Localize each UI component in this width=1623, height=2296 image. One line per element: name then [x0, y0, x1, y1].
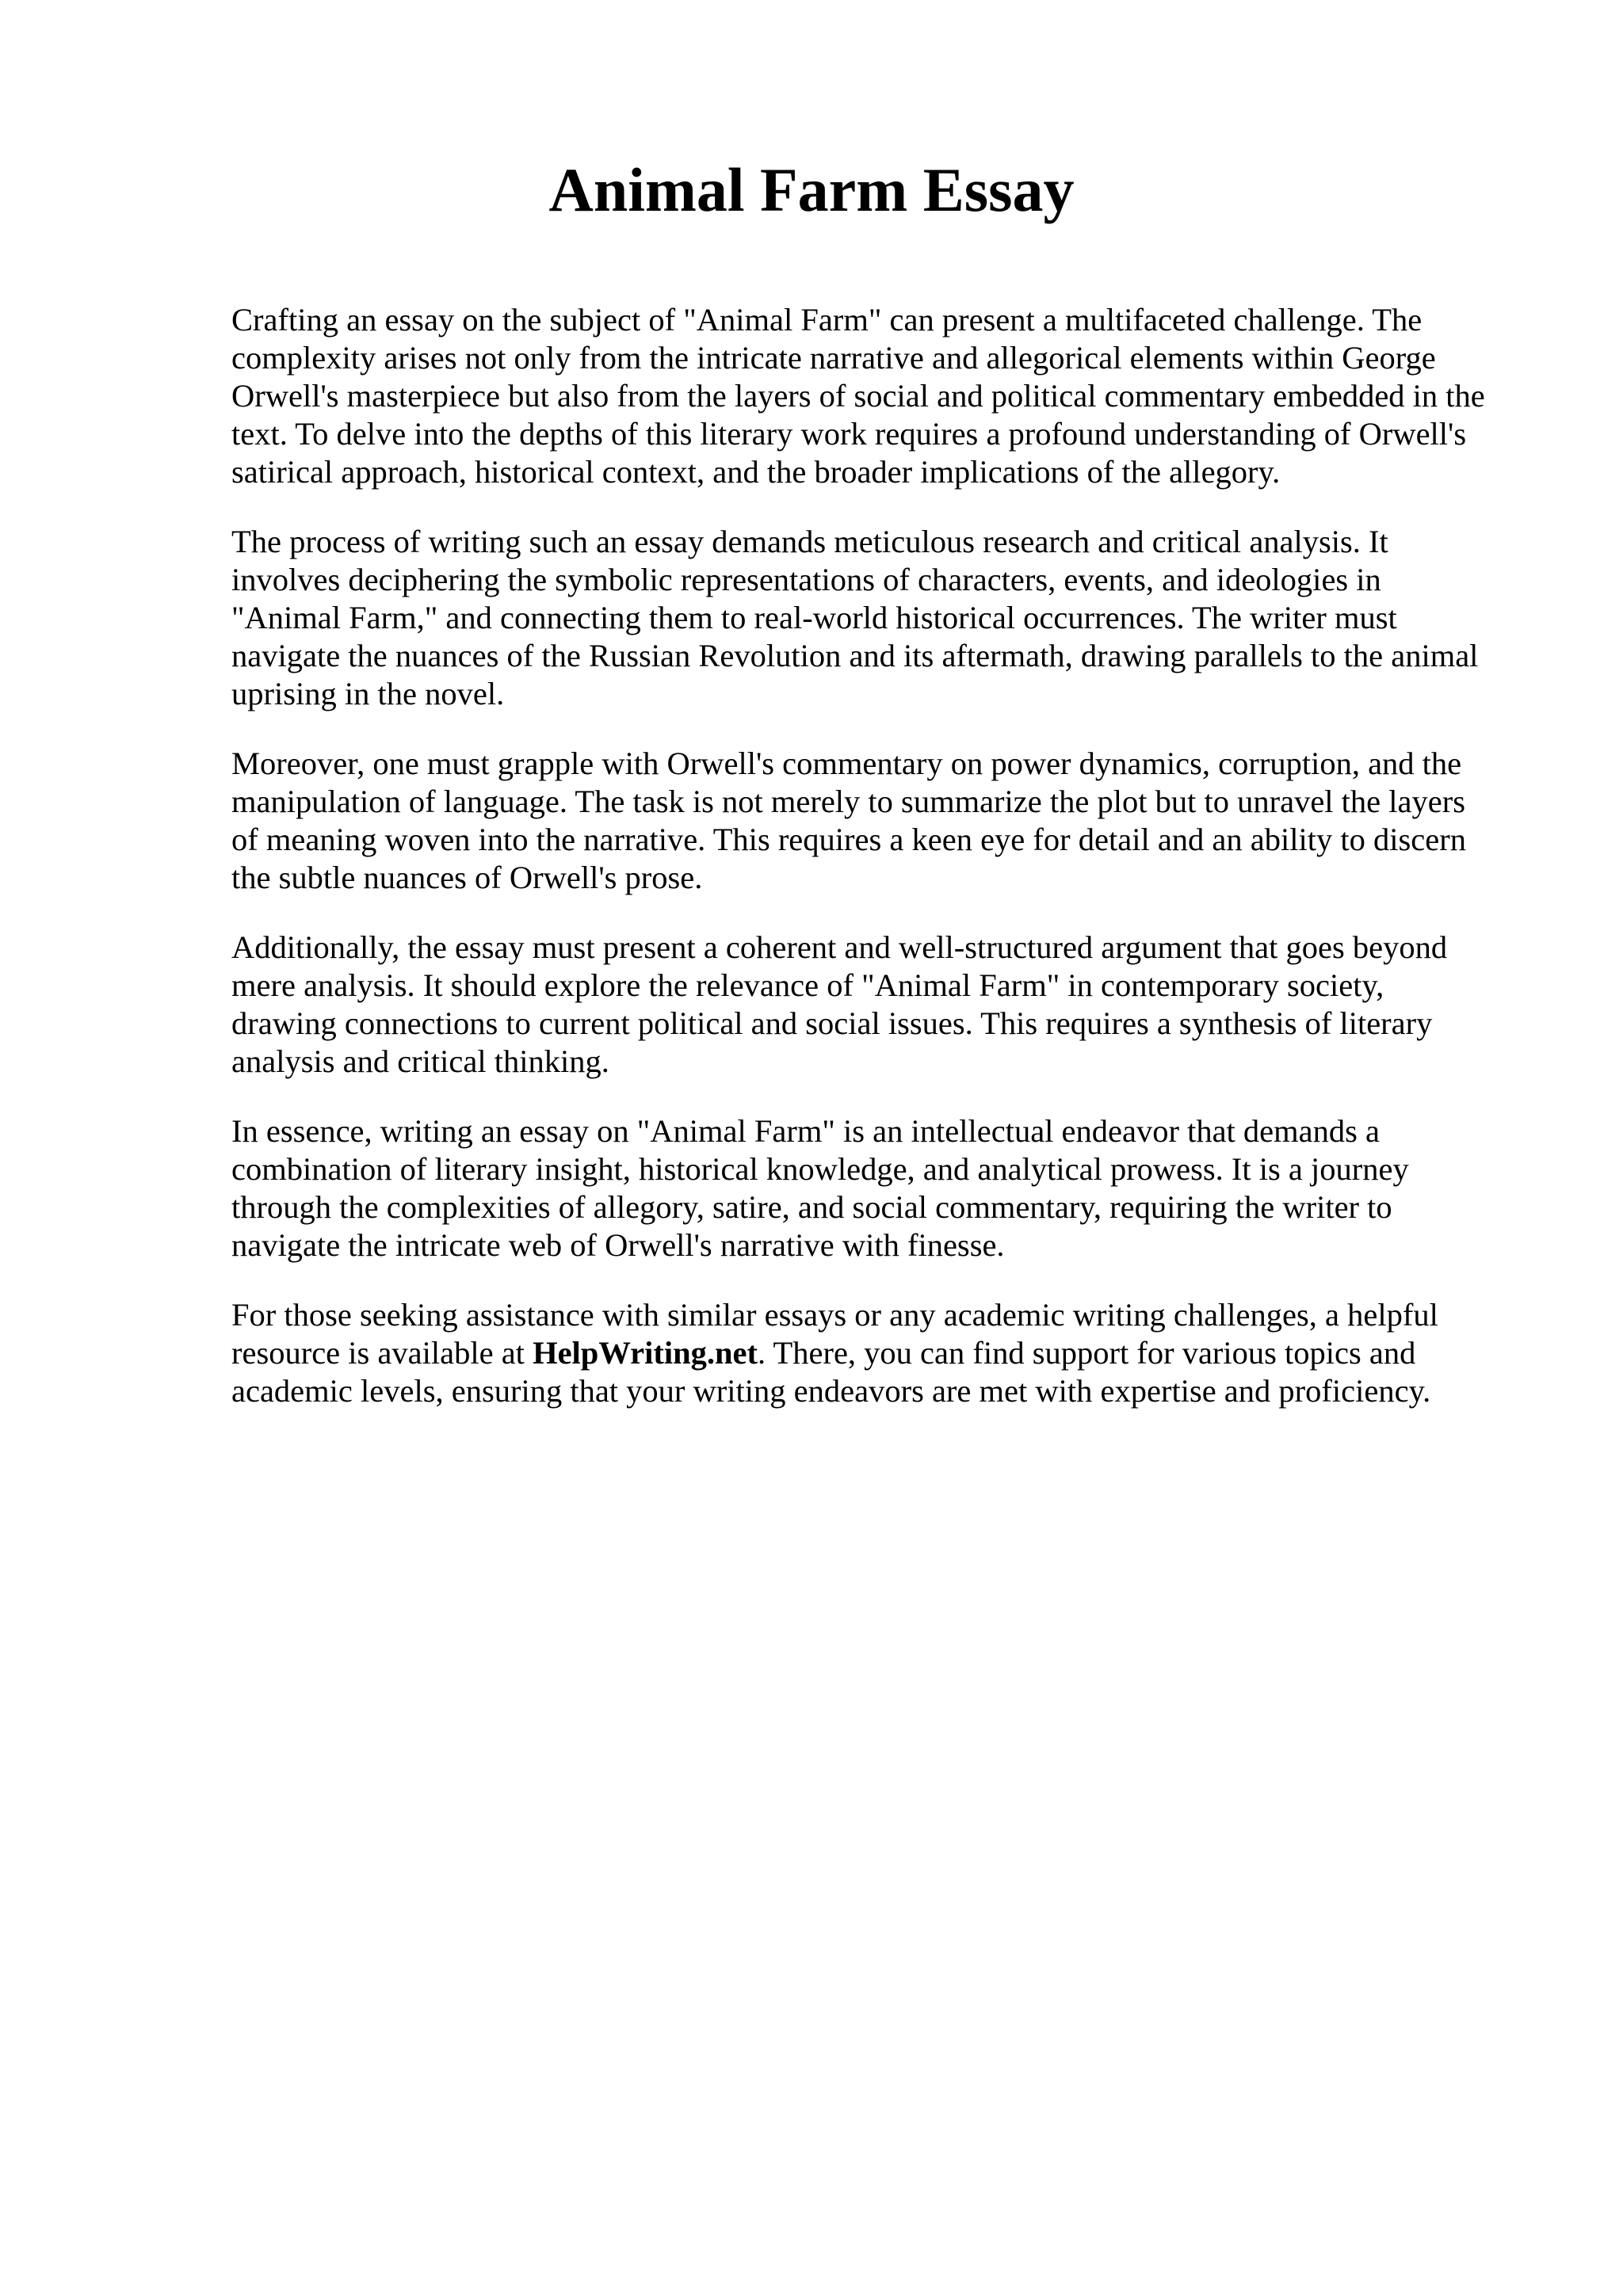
text-line: Moreover, one must grapple with Orwell's commentary on power dynamics, corruption, and the [231, 746, 1462, 781]
text-line: navigate the nuances of the Russian Revolution and its aftermath, drawing parallels to the animal [231, 638, 1479, 673]
text-line: Crafting an essay on the subject of "Animal Farm" can present a multifaceted challenge. The [231, 302, 1423, 338]
paragraph [231, 745, 1531, 897]
helpwriting-link[interactable]: HelpWriting.net [533, 1335, 758, 1371]
text-segment: resource is available at [231, 1335, 533, 1371]
text-line: In essence, writing an essay on "Animal Farm" is an intellectual endeavor that demands a [231, 1113, 1381, 1149]
text-line-with-link [231, 1334, 1531, 1372]
text-line: satirical approach, historical context, and the broader implications of the allegory. [231, 454, 1281, 490]
text-line: analysis and critical thinking. [231, 1043, 609, 1079]
document-title: Animal Farm Essay [548, 155, 1075, 224]
paragraph [231, 301, 1531, 491]
text-segment: . There, you can find support for various topics and [757, 1335, 1416, 1371]
text-line: mere analysis. It should explore the relevance of "Animal Farm" in contemporary society, [231, 967, 1384, 1003]
text-line: academic levels, ensuring that your writing endeavors are met with expertise and proficiency. [231, 1373, 1431, 1409]
text-line: complexity arises not only from the intricate narrative and allegorical elements within George [231, 340, 1436, 376]
text-line: involves deciphering the symbolic representations of characters, events, and ideologies in [231, 562, 1381, 597]
text-line: For those seeking assistance with similar essays or any academic writing challenges, a helpful [231, 1297, 1438, 1333]
text-line: The process of writing such an essay demands meticulous research and critical analysis. It [231, 524, 1388, 559]
text-line: manipulation of language. The task is not merely to summarize the plot but to unravel the layers [231, 784, 1465, 819]
text-line: drawing connections to current political and social issues. This requires a synthesis of literary [231, 1005, 1433, 1041]
essay-body [231, 301, 1531, 1442]
text-line: Orwell's masterpiece but also from the layers of social and political commentary embedded in the [231, 378, 1485, 414]
text-line: Additionally, the essay must present a coherent and well-structured argument that goes beyond [231, 929, 1448, 965]
paragraph [231, 1112, 1531, 1264]
paragraph [231, 523, 1531, 713]
closing-paragraph [231, 1296, 1531, 1410]
paragraph [231, 929, 1531, 1081]
text-line: the subtle nuances of Orwell's prose. [231, 860, 703, 895]
text-line: combination of literary insight, historical knowledge, and analytical prowess. It is a journey [231, 1151, 1409, 1187]
text-line: through the complexities of allegory, satire, and social commentary, requiring the writer to [231, 1189, 1392, 1225]
text-line: of meaning woven into the narrative. This requires a keen eye for detail and an ability to discern [231, 822, 1466, 857]
text-line: text. To delve into the depths of this literary work requires a profound understanding of Orwell's [231, 416, 1467, 452]
text-line: uprising in the novel. [231, 676, 505, 711]
text-line: navigate the intricate web of Orwell's narrative with finesse. [231, 1227, 1005, 1263]
text-line: "Animal Farm," and connecting them to real-world historical occurrences. The writer must [231, 600, 1397, 635]
